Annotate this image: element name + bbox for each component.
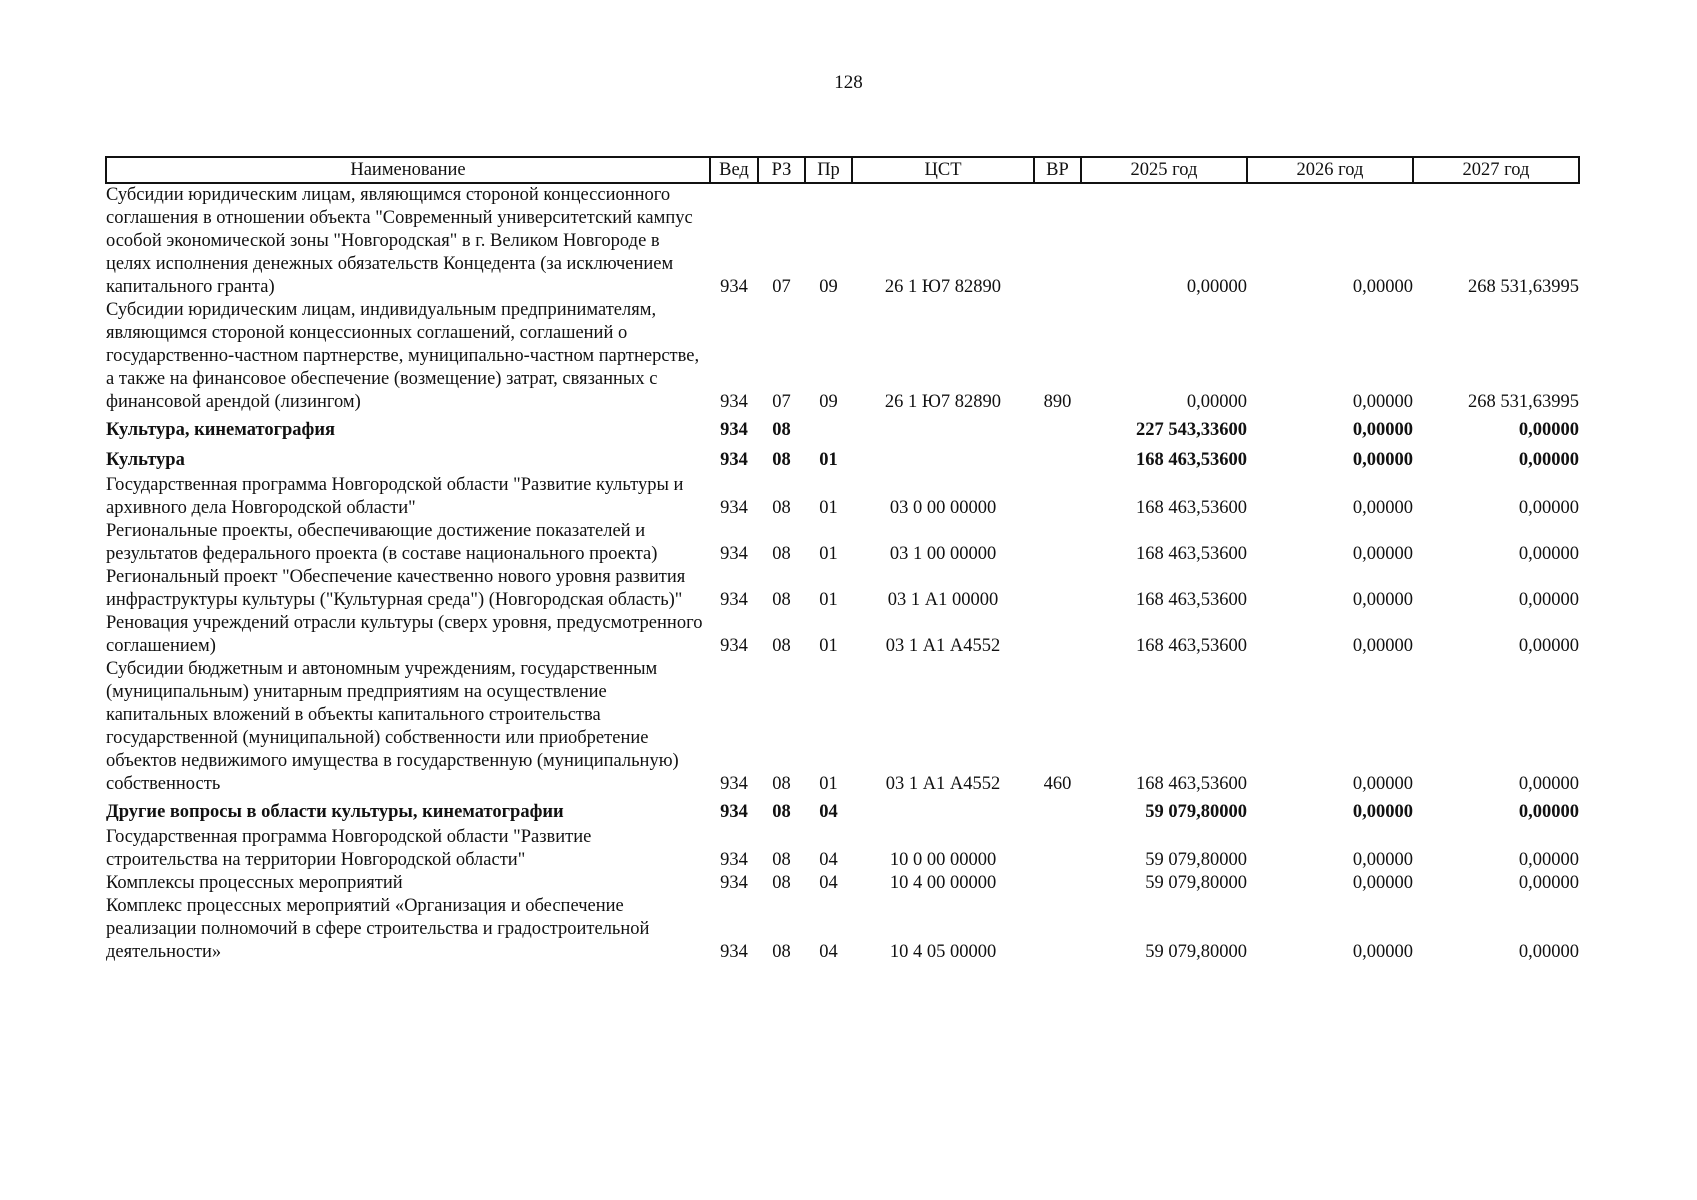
row-2027-cell: 0,00000 [1518, 636, 1579, 656]
row-name-cell: Региональный проект "Обеспечение качественно нового уровня развития инфраструктуры культуры ("Культурная среда") (Новгородская область)" [106, 567, 686, 610]
row-2025-cell: 168 463,53600 [1136, 774, 1247, 794]
row-ved-cell: 934 [720, 392, 748, 412]
row-2025-cell: 59 079,80000 [1145, 873, 1247, 893]
row-2027-cell: 0,00000 [1518, 590, 1579, 610]
table-row [106, 414, 1579, 444]
row-ved-cell: 934 [720, 802, 748, 822]
row-ved-cell: 934 [720, 277, 748, 297]
row-2027-cell: 0,00000 [1518, 544, 1579, 564]
row-2027-cell: 268 531,63995 [1468, 392, 1579, 412]
page-number: 128 [834, 72, 863, 93]
row-ved-cell: 934 [720, 850, 748, 870]
row-2027-cell: 0,00000 [1518, 873, 1579, 893]
row-vr-cell [1034, 474, 1081, 520]
row-name-cell: Реновация учреждений отрасли культуры (сверх уровня, предусмотренного соглашением) [106, 613, 703, 656]
row-pr-cell: 01 [819, 774, 838, 794]
row-2027-cell: 0,00000 [1518, 420, 1579, 440]
row-cst-cell: 26 1 Ю7 82890 [884, 392, 1002, 412]
row-rz-cell: 07 [772, 277, 791, 297]
table-row [106, 895, 1579, 964]
row-vr-cell [1034, 826, 1081, 872]
row-rz-cell: 08 [772, 420, 791, 440]
row-pr-cell: 01 [819, 636, 838, 656]
table-row [106, 658, 1579, 796]
row-name-cell: Региональные проекты, обеспечивающие достижение показателей и результатов федерального проекта (в составе национального проекта) [106, 521, 658, 564]
row-2027-cell: 0,00000 [1518, 802, 1579, 822]
row-ved-cell: 934 [720, 873, 748, 893]
row-cst-cell: 03 1 А1 А4552 [885, 636, 1001, 656]
row-name-cell: Комплексы процессных мероприятий [106, 873, 403, 893]
row-ved-cell: 934 [720, 498, 748, 518]
row-2026-cell: 0,00000 [1352, 636, 1413, 656]
row-cst-cell [852, 414, 1034, 444]
row-vr-cell [1034, 566, 1081, 612]
row-vr-cell [1034, 872, 1081, 895]
row-rz-cell: 08 [772, 498, 791, 518]
row-2027-cell: 0,00000 [1518, 450, 1579, 470]
row-ved-cell: 934 [720, 636, 748, 656]
row-vr-cell [1034, 520, 1081, 566]
row-pr-cell: 04 [819, 873, 838, 893]
row-vr-cell [1034, 183, 1081, 299]
row-2025-cell: 0,00000 [1186, 392, 1247, 412]
row-rz-cell: 08 [772, 774, 791, 794]
column-header-2026: 2026 год [1247, 157, 1413, 183]
table-row [106, 520, 1579, 566]
row-2026-cell: 0,00000 [1352, 590, 1413, 610]
row-2026-cell: 0,00000 [1352, 850, 1413, 870]
row-2025-cell: 168 463,53600 [1136, 636, 1247, 656]
row-name-cell: Другие вопросы в области культуры, кинематографии [106, 802, 564, 822]
table-row [106, 872, 1579, 895]
table-row [106, 299, 1579, 414]
row-cst-cell: 03 1 А1 А4552 [885, 774, 1001, 794]
row-cst-cell: 26 1 Ю7 82890 [884, 277, 1002, 297]
row-2025-cell: 59 079,80000 [1145, 942, 1247, 962]
row-cst-cell: 03 0 00 00000 [889, 498, 997, 518]
row-2026-cell: 0,00000 [1352, 450, 1413, 470]
row-name-cell: Субсидии бюджетным и автономным учреждениям, государственным (муниципальным) унитарным предприятиям на осуществление капитальных вложений в объекты капитального строительства государственной (муниципальной) собственности или приобретение объектов недвижимого имущества в государственную (муниципальную) собственность [106, 659, 679, 794]
column-header-vr: ВР [1034, 157, 1081, 183]
row-2027-cell: 268 531,63995 [1468, 277, 1579, 297]
row-name-cell: Комплекс процессных мероприятий «Организация и обеспечение реализации полномочий в сфере строительства и градостроительной деятельности» [106, 896, 650, 962]
row-2025-cell: 0,00000 [1186, 277, 1247, 297]
row-name-cell: Субсидии юридическим лицам, являющимся стороной концессионного соглашения в отношении объекта "Современный университетский кампус особой экономической зоны "Новгородская" в г. Великом Новгороде в целях исполнения денежных обязательств Концедента (за исключением капитального гранта) [106, 185, 693, 297]
row-vr-cell: 460 [1043, 774, 1072, 794]
column-header-cst: ЦСТ [852, 157, 1034, 183]
row-2026-cell: 0,00000 [1352, 942, 1413, 962]
row-rz-cell: 08 [772, 850, 791, 870]
row-rz-cell: 08 [772, 802, 791, 822]
row-vr-cell [1034, 444, 1081, 474]
row-2026-cell: 0,00000 [1352, 873, 1413, 893]
row-rz-cell: 08 [772, 636, 791, 656]
row-pr-cell: 04 [819, 802, 838, 822]
row-pr-cell: 01 [819, 590, 838, 610]
column-header-rz: РЗ [758, 157, 805, 183]
row-cst-cell [852, 444, 1034, 474]
row-cst-cell [852, 796, 1034, 826]
row-ved-cell: 934 [720, 544, 748, 564]
table-row [106, 566, 1579, 612]
row-2026-cell: 0,00000 [1352, 544, 1413, 564]
table-header-row [106, 157, 1579, 183]
row-cst-cell: 03 1 А1 00000 [887, 590, 999, 610]
row-ved-cell: 934 [720, 420, 748, 440]
row-pr-cell: 09 [819, 392, 838, 412]
column-header-pr: Пр [805, 157, 852, 183]
row-vr-cell [1034, 895, 1081, 964]
row-rz-cell: 08 [772, 942, 791, 962]
row-pr-cell [805, 414, 852, 444]
column-header-name: Наименование [106, 157, 710, 183]
row-2026-cell: 0,00000 [1352, 392, 1413, 412]
row-2026-cell: 0,00000 [1352, 774, 1413, 794]
row-name-cell: Государственная программа Новгородской области "Развитие строительства на территории Новгородской области" [106, 827, 592, 870]
row-2025-cell: 59 079,80000 [1145, 802, 1247, 822]
row-2025-cell: 227 543,33600 [1136, 420, 1247, 440]
row-pr-cell: 04 [819, 942, 838, 962]
row-name-cell: Субсидии юридическим лицам, индивидуальным предпринимателям, являющимся стороной концессионных соглашений, соглашений о государственно-частном партнерстве, муниципально-частном партнерстве, а также на финансовое обеспечение (возмещение) затрат, связанных с финансовой арендой (лизингом) [106, 300, 700, 412]
row-pr-cell: 01 [819, 544, 838, 564]
budget-table [105, 156, 1580, 964]
row-rz-cell: 08 [772, 590, 791, 610]
table-row [106, 183, 1579, 299]
row-ved-cell: 934 [720, 450, 748, 470]
row-cst-cell: 10 0 00 00000 [889, 850, 997, 870]
row-2027-cell: 0,00000 [1518, 774, 1579, 794]
row-2027-cell: 0,00000 [1518, 942, 1579, 962]
row-name-cell: Культура [106, 450, 185, 470]
row-vr-cell [1034, 414, 1081, 444]
column-header-ved: Вед [710, 157, 758, 183]
row-pr-cell: 01 [819, 498, 838, 518]
row-rz-cell: 08 [772, 544, 791, 564]
column-header-2025: 2025 год [1081, 157, 1247, 183]
row-cst-cell: 10 4 00 00000 [889, 873, 997, 893]
table-row [106, 826, 1579, 872]
row-cst-cell: 03 1 00 00000 [889, 544, 997, 564]
row-ved-cell: 934 [720, 590, 748, 610]
table-row [106, 474, 1579, 520]
table-body [106, 183, 1579, 964]
row-rz-cell: 08 [772, 450, 791, 470]
table-row [106, 612, 1579, 658]
table-row [106, 444, 1579, 474]
row-2025-cell: 59 079,80000 [1145, 850, 1247, 870]
row-cst-cell: 10 4 05 00000 [889, 942, 997, 962]
row-2025-cell: 168 463,53600 [1136, 498, 1247, 518]
table-row [106, 796, 1579, 826]
row-2026-cell: 0,00000 [1352, 420, 1413, 440]
row-vr-cell [1034, 612, 1081, 658]
row-2025-cell: 168 463,53600 [1136, 544, 1247, 564]
column-header-2027: 2027 год [1413, 157, 1579, 183]
row-2025-cell: 168 463,53600 [1136, 590, 1247, 610]
row-pr-cell: 01 [819, 450, 838, 470]
row-name-cell: Культура, кинематография [106, 420, 336, 440]
row-2027-cell: 0,00000 [1518, 850, 1579, 870]
row-ved-cell: 934 [720, 774, 748, 794]
row-rz-cell: 07 [772, 392, 791, 412]
row-rz-cell: 08 [772, 873, 791, 893]
row-vr-cell: 890 [1043, 392, 1072, 412]
row-ved-cell: 934 [720, 942, 748, 962]
row-pr-cell: 09 [819, 277, 838, 297]
row-pr-cell: 04 [819, 850, 838, 870]
row-2026-cell: 0,00000 [1352, 277, 1413, 297]
row-2025-cell: 168 463,53600 [1136, 450, 1247, 470]
row-2026-cell: 0,00000 [1352, 802, 1413, 822]
row-name-cell: Государственная программа Новгородской области "Развитие культуры и архивного дела Новгородской области" [106, 475, 684, 518]
row-vr-cell [1034, 796, 1081, 826]
row-2027-cell: 0,00000 [1518, 498, 1579, 518]
row-2026-cell: 0,00000 [1352, 498, 1413, 518]
